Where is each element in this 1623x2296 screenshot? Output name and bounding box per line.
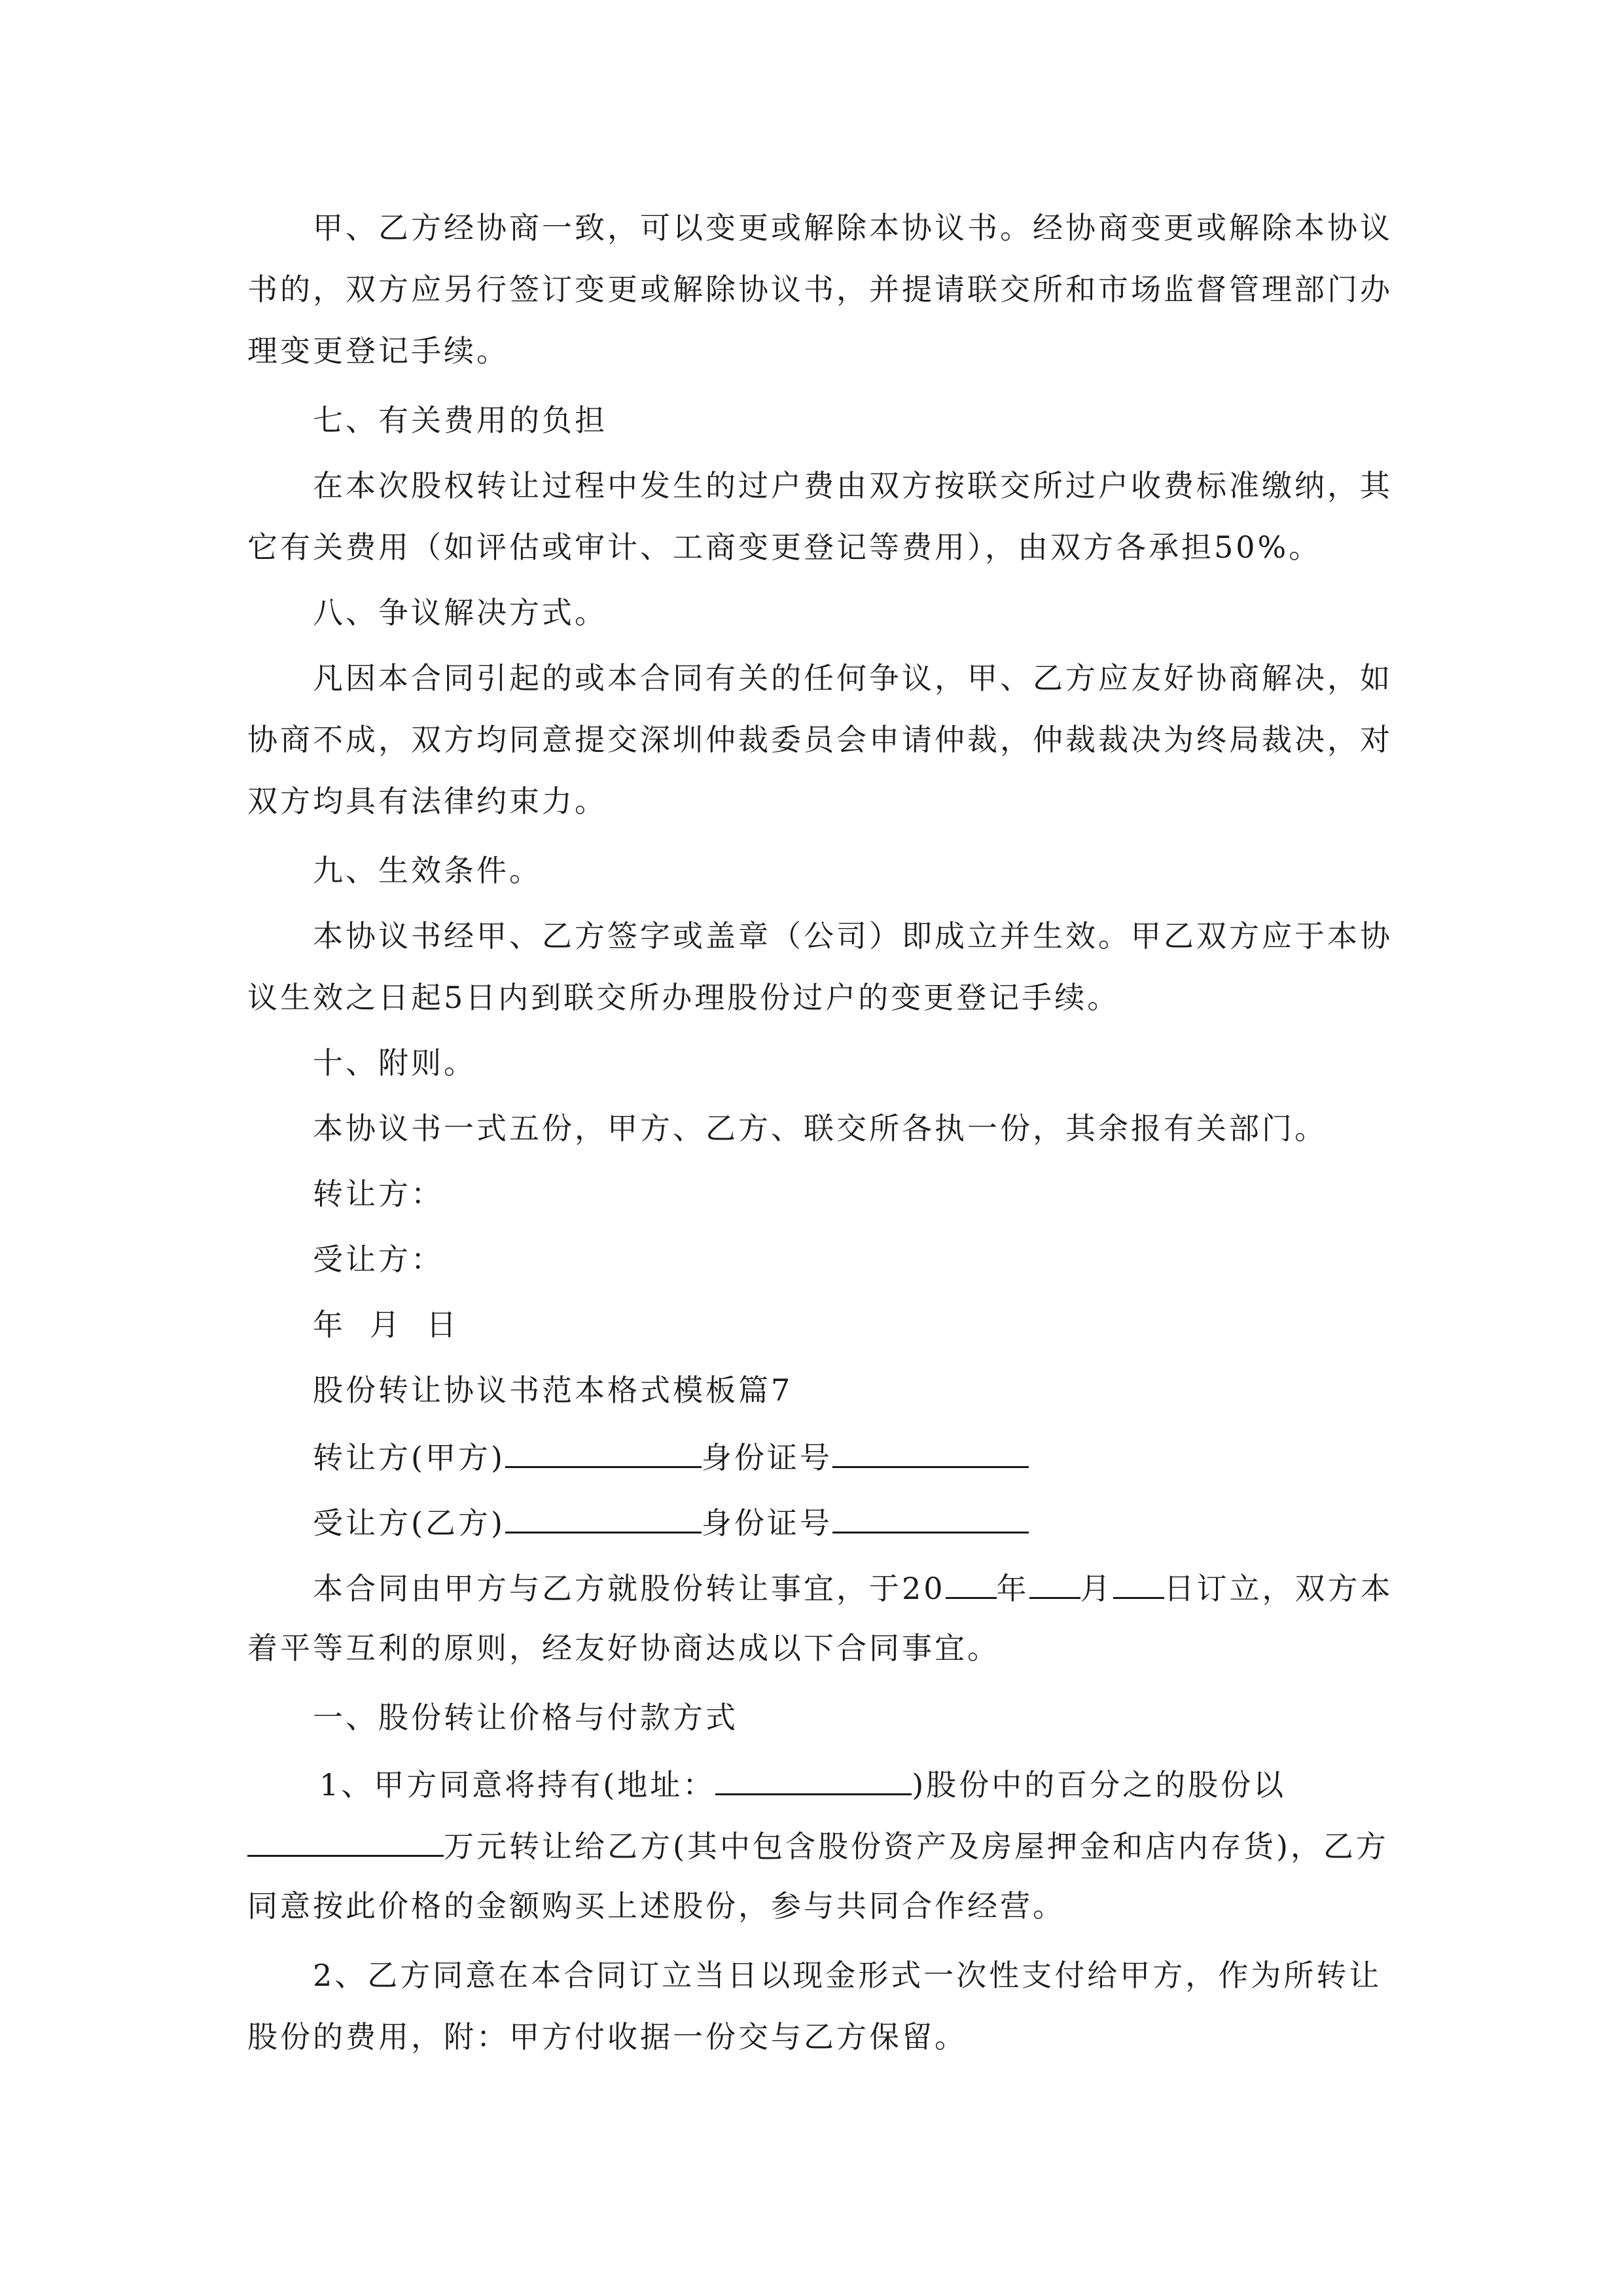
day-blank (1113, 1567, 1164, 1599)
signature-line-transferor: 转让方： (313, 1176, 444, 1211)
id-label: 身份证号 (701, 1440, 832, 1475)
month-label: 月 (1080, 1571, 1113, 1606)
party-b-row (313, 1501, 1029, 1543)
paragraph-line: 同意按此价格的金额购买上述股份，参与共同合作经营。 (247, 1888, 1065, 1924)
paragraph-line: 协商不成，双方均同意提交深圳仲裁委员会申请仲裁，仲裁裁决为终局裁决，对 (247, 722, 1393, 757)
amount-blank (247, 1825, 444, 1857)
section-heading: 一、股份转让价格与付款方式 (313, 1700, 738, 1735)
article-title: 股份转让协议书范本格式模板篇7 (313, 1372, 793, 1408)
section-heading: 八、争议解决方式。 (313, 595, 607, 630)
paragraph-line: 书的，双方应另行签订变更或解除协议书，并提请联交所和市场监督管理部门办 (247, 272, 1393, 307)
year-blank (946, 1567, 997, 1599)
clause-1-line (319, 1763, 1286, 1804)
month-blank (1029, 1567, 1080, 1599)
party-a-row (313, 1436, 1029, 1477)
party-a-name-blank (505, 1436, 702, 1468)
party-a-id-blank (832, 1436, 1029, 1468)
date-line: 年 月 日 (313, 1307, 459, 1342)
paragraph-line: 本协议书经甲、乙方签字或盖章（公司）即成立并生效。甲乙双方应于本协 (313, 918, 1393, 954)
clause-1-line (247, 1825, 1389, 1866)
section-heading: 十、附则。 (313, 1045, 476, 1081)
id-label: 身份证号 (701, 1505, 832, 1541)
paragraph-line: 着平等互利的原则，经友好协商达成以下合同事宜。 (247, 1630, 1000, 1666)
paragraph-line: 它有关费用（如评估或审计、工商变更登记等费用），由双方各承担50%。 (247, 529, 1322, 565)
clause-1-text: 万元转让给乙方(其中包含股份资产及房屋押金和店内存货)，乙方 (444, 1829, 1389, 1864)
paragraph-line: 甲、乙方经协商一致，可以变更或解除本协议书。经协商变更或解除本协议 (313, 210, 1393, 245)
clause-2-line: 2、乙方同意在本合同订立当日以现金形式一次性支付给甲方，作为所转让 (313, 1958, 1382, 1993)
paragraph-line: 凡因本合同引起的或本合同有关的任何争议，甲、乙方应友好协商解决，如 (313, 660, 1393, 696)
clause-1-text-cont: )股份中的百分之的股份以 (912, 1767, 1287, 1803)
year-label: 年 (996, 1571, 1029, 1606)
address-blank (715, 1763, 912, 1795)
party-a-label: 转让方(甲方) (313, 1440, 505, 1475)
party-b-name-blank (505, 1501, 702, 1534)
paragraph-line: 理变更登记手续。 (247, 333, 509, 368)
clause-2-line: 股份的费用，附：甲方付收据一份交与乙方保留。 (247, 2019, 967, 2054)
contract-intro-line (313, 1567, 1393, 1608)
paragraph-line: 在本次股权转让过程中发生的过户费由双方按联交所过户收费标准缴纳，其 (313, 468, 1393, 503)
paragraph-line: 议生效之日起5日内到联交所办理股份过户的变更登记手续。 (247, 980, 1120, 1015)
party-b-label: 受让方(乙方) (313, 1505, 505, 1541)
day-suffix: 日订立，双方本 (1164, 1571, 1393, 1606)
section-heading: 七、有关费用的负担 (313, 403, 607, 438)
signature-line-transferee: 受让方： (313, 1242, 444, 1277)
paragraph-line: 本协议书一式五份，甲方、乙方、联交所各执一份，其余报有关部门。 (313, 1111, 1327, 1146)
clause-1-text: 1、甲方同意将持有(地址： (319, 1767, 716, 1803)
section-heading: 九、生效条件。 (313, 853, 542, 888)
paragraph-line: 双方均具有法律约束力。 (247, 783, 607, 819)
party-b-id-blank (832, 1501, 1029, 1534)
contract-intro-text: 本合同由甲方与乙方就股份转让事宜，于20 (313, 1571, 946, 1606)
